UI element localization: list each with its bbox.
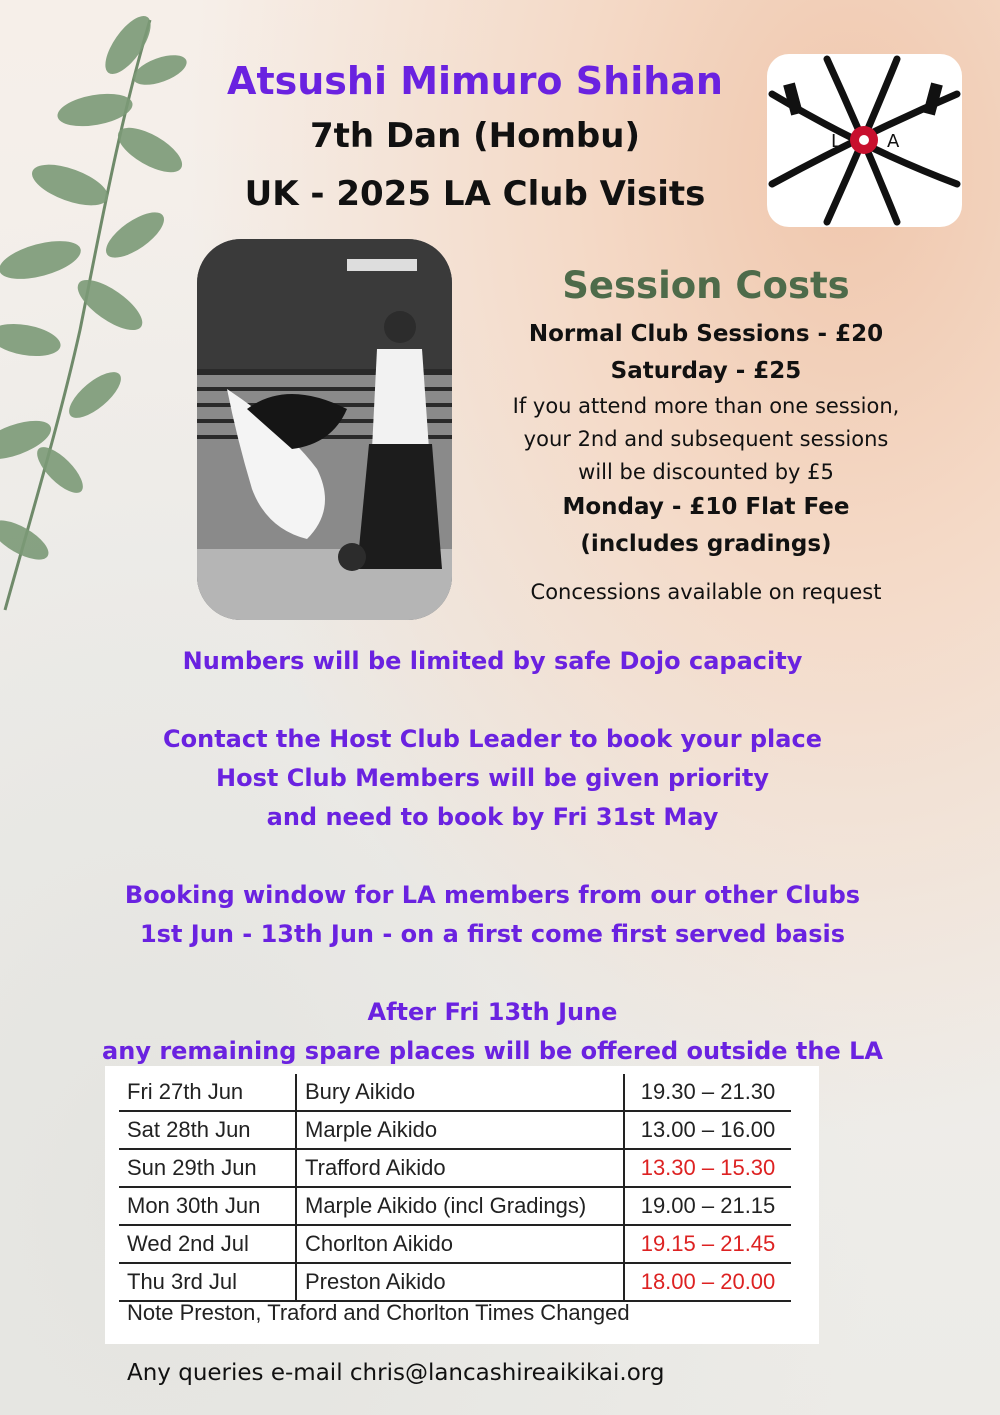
logo-letter-a: A [887,131,900,152]
booking-line-1: Booking window for LA members from our other Clubs [124,881,861,909]
saturday-cost: Saturday - £25 [610,358,802,384]
after-line-1: After Fri 13th June [367,998,618,1026]
schedule-club: Bury Aikido [296,1074,624,1111]
crossed-swords-icon [767,54,962,227]
schedule-table [119,1074,791,1302]
schedule-date: Fri 27th Jun [119,1074,296,1111]
schedule-time: 13.30 – 15.30 [624,1149,791,1187]
aikido-demonstration-photo [197,239,452,620]
page-title: Atsushi Mimuro Shihan [227,59,723,103]
schedule-club: Trafford Aikido [296,1149,624,1187]
eucalyptus-leaves-decoration [0,0,200,640]
booking-window-notice [0,876,985,954]
logo-letter-l: L [831,131,842,152]
discount-line-2: your 2nd and subsequent sessions [523,427,889,451]
table-row [119,1149,791,1187]
schedule-date: Sat 28th Jun [119,1111,296,1149]
discount-line-3: will be discounted by £5 [578,460,834,484]
concessions-note: Concessions available on request [530,580,882,604]
contact-line-2: Host Club Members will be given priority [216,764,769,792]
booking-line-2: 1st Jun - 13th Jun - on a first come first served basis [139,920,845,948]
monday-cost: Monday - £10 Flat Fee [562,494,850,520]
after-line-2: any remaining spare places will be offered outside the LA [102,1037,883,1065]
contact-line-3: and need to book by Fri 31st May [266,803,719,831]
schedule-date: Thu 3rd Jul [119,1263,296,1301]
session-costs-panel [490,262,922,607]
schedule-time: 18.00 – 20.00 [624,1263,791,1301]
table-row [119,1263,791,1301]
session-costs-heading: Session Costs [562,264,850,307]
schedule-date: Wed 2nd Jul [119,1225,296,1263]
schedule-club: Marple Aikido (incl Gradings) [296,1187,624,1225]
rank-line: 7th Dan (Hombu) [309,116,641,156]
schedule-time: 19.15 – 21.45 [624,1225,791,1263]
schedule-date: Sun 29th Jun [119,1149,296,1187]
schedule-time: 13.00 – 16.00 [624,1111,791,1149]
monday-note: (includes gradings) [580,531,832,557]
schedule-club: Preston Aikido [296,1263,624,1301]
event-line: UK - 2025 LA Club Visits [244,174,706,214]
table-row [119,1187,791,1225]
normal-session-cost: Normal Club Sessions - £20 [528,321,884,347]
schedule-club: Chorlton Aikido [296,1225,624,1263]
schedule-time: 19.00 – 21.15 [624,1187,791,1225]
table-row [119,1074,791,1111]
after-deadline-notice [0,993,985,1071]
schedule-club: Marple Aikido [296,1111,624,1149]
contact-line-1: Contact the Host Club Leader to book your place [163,725,822,753]
table-row [119,1225,791,1263]
lancashire-aikikai-logo [767,54,962,227]
discount-line-1: If you attend more than one session, [512,394,900,418]
contact-notice [0,720,985,837]
schedule-note: Note Preston, Traford and Chorlton Times Changed [127,1300,630,1325]
schedule-table-panel [105,1066,819,1344]
contact-email-line: Any queries e-mail chris@lancashireaikikai.org [127,1360,665,1386]
schedule-date: Mon 30th Jun [119,1187,296,1225]
schedule-time: 19.30 – 21.30 [624,1074,791,1111]
capacity-notice: Numbers will be limited by safe Dojo capacity [182,647,803,675]
title-block [180,55,770,223]
table-row [119,1111,791,1149]
